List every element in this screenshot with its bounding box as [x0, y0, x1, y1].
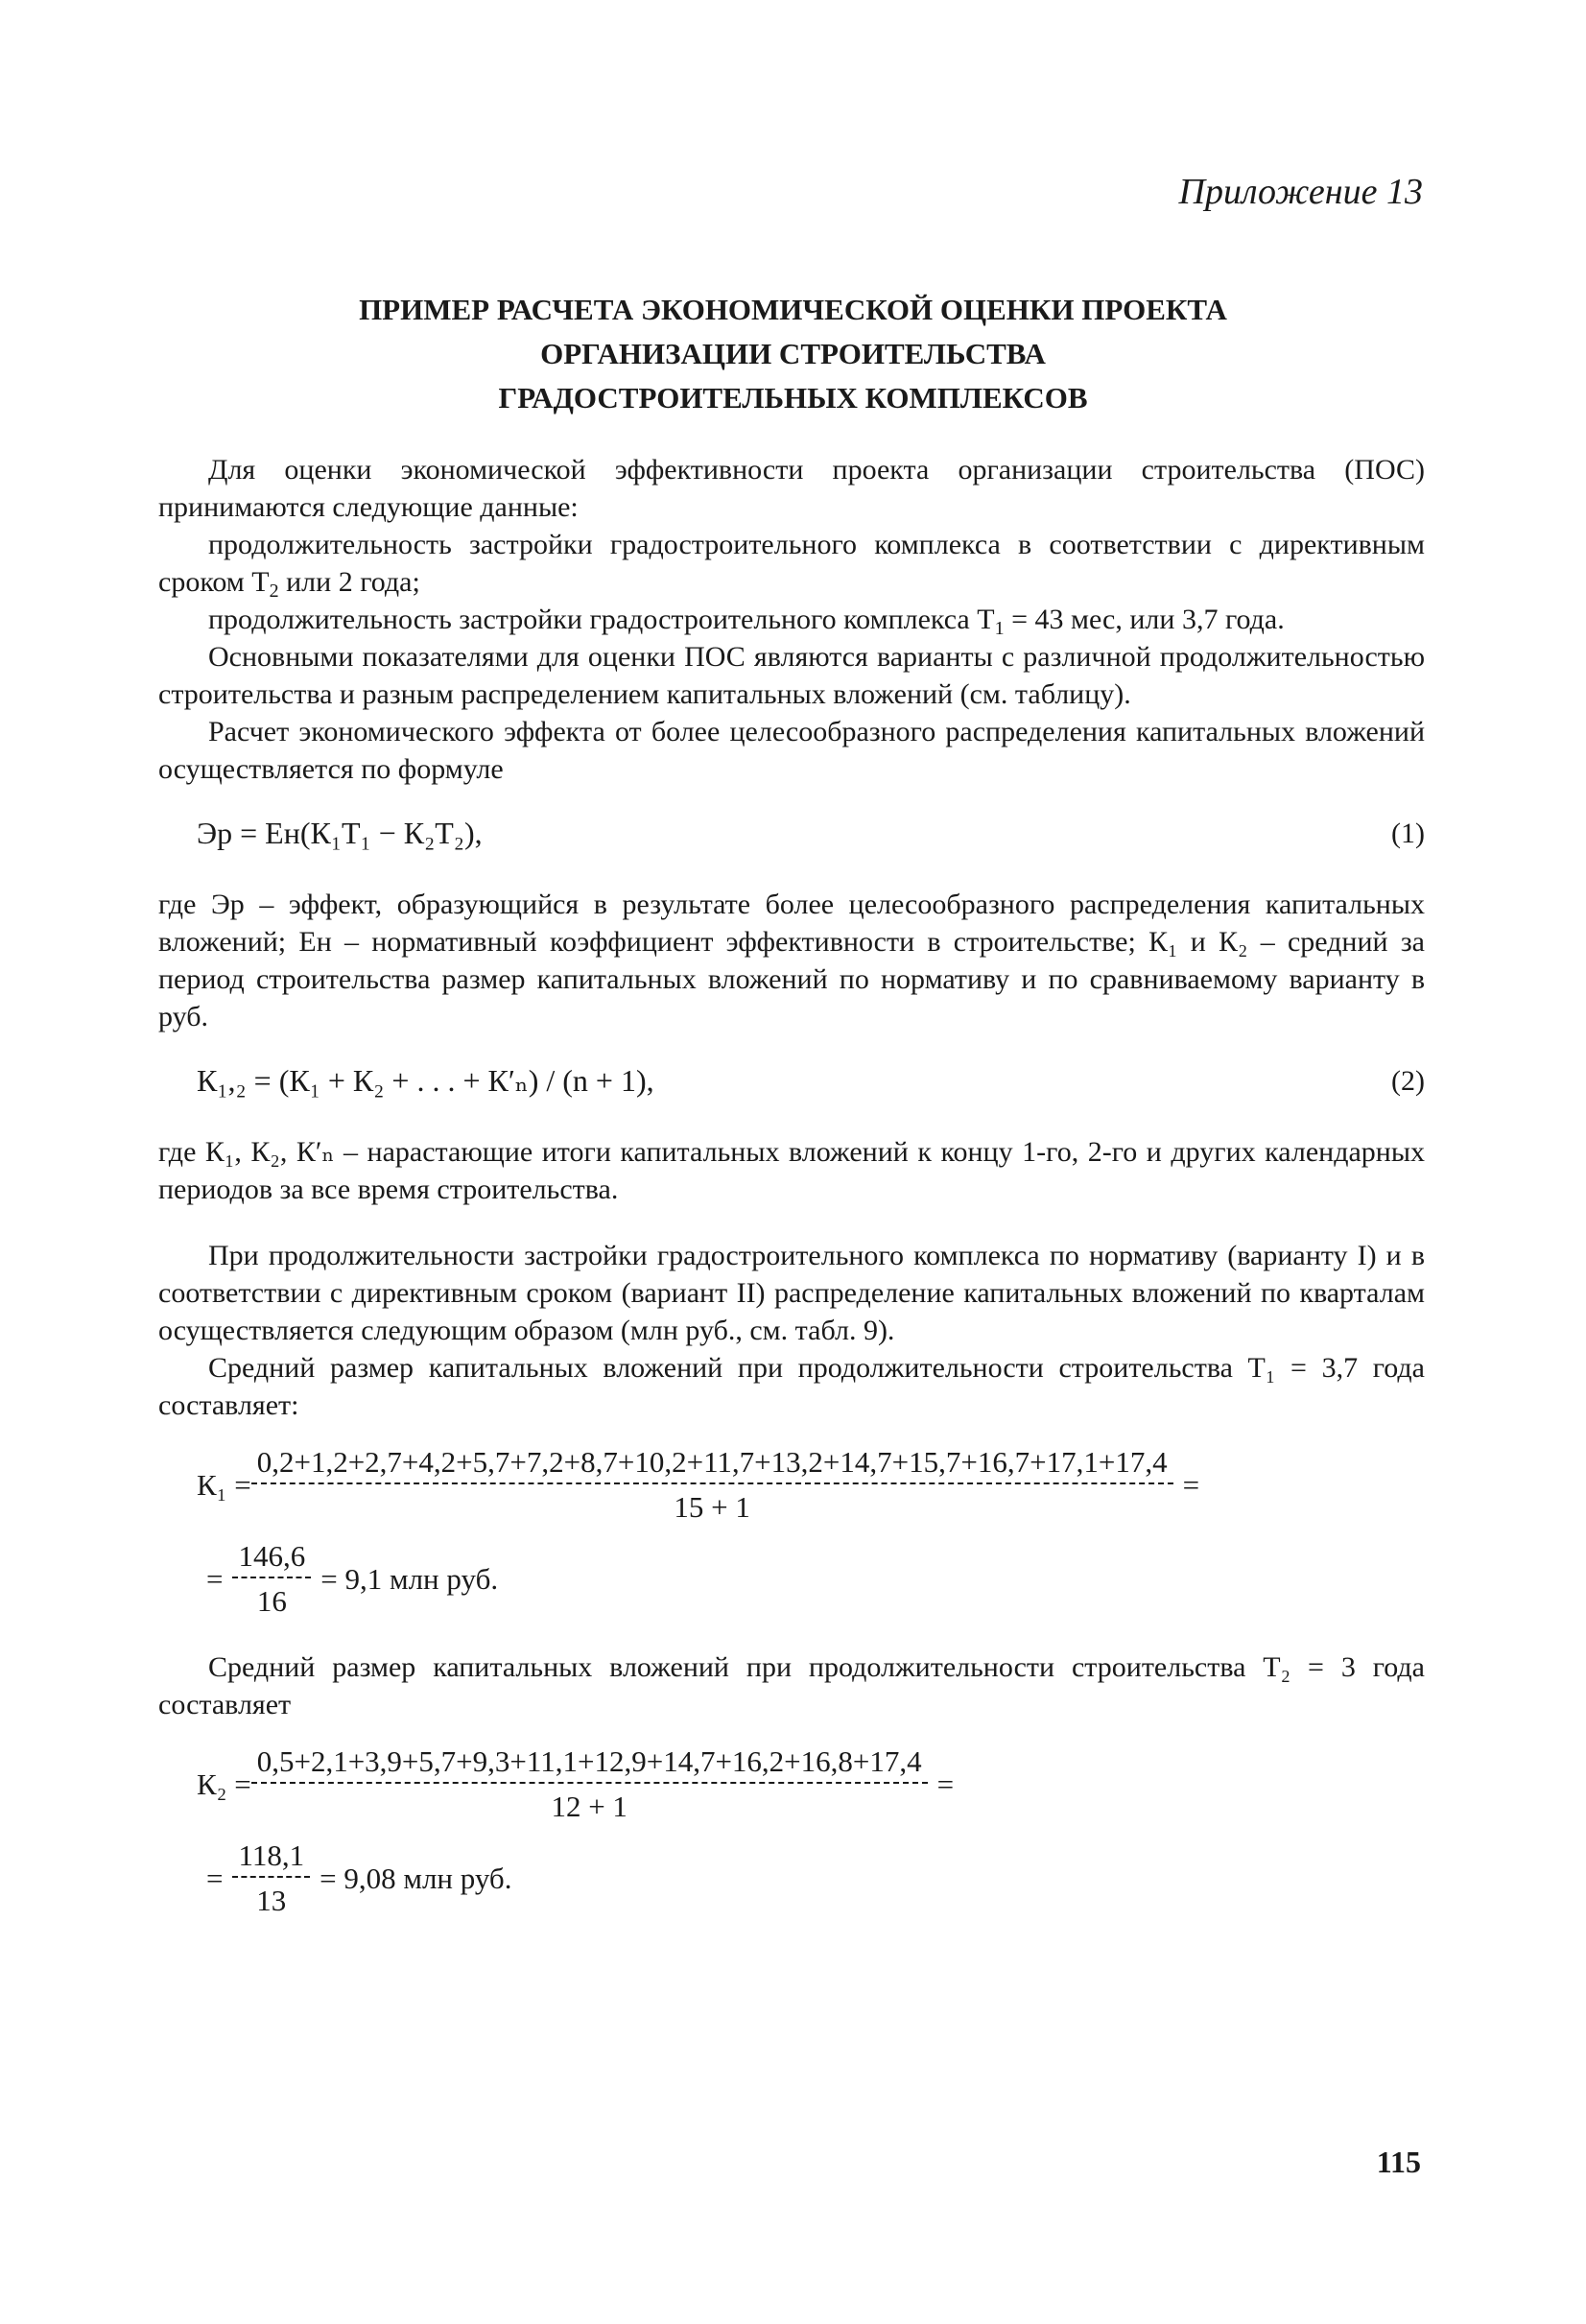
appendix-label: Приложение 13: [1178, 172, 1423, 212]
k2-result-value: = 9,08 млн руб.: [320, 1861, 512, 1895]
paragraph-intro: Для оценки экономической эффективности проекта организации строительства (ПОС) принимаются следующие данные:: [158, 454, 1425, 523]
text-fragment: продолжительность застройки градостроительного комплекса в соответствии с директивным сроком Т: [158, 529, 1425, 598]
k1-result-row: [197, 1537, 1425, 1620]
k2-result-numerator: 118,1: [232, 1837, 310, 1878]
paragraph-k2-intro: Средний размер капитальных вложений при продолжительности строительства Т₂ = 3 года составляет: [158, 1651, 1425, 1720]
formula-1-expression: Эр = Ен(К₁Т₁ − К₂Т₂),: [197, 816, 483, 850]
equals-sign: =: [206, 1861, 224, 1895]
title-line-2: ОРГАНИЗАЦИИ СТРОИТЕЛЬСТВА: [540, 337, 1046, 370]
k2-numerator: 0,5+2,1+3,9+5,7+9,3+11,1+12,9+14,7+16,2+16,8+17,4: [251, 1743, 928, 1784]
paragraph-indicators: Основными показателями для оценки ПОС являются варианты с различной продолжительностью строительства и разным распределением капитальных вложений (см. таблицу).: [158, 641, 1425, 710]
paragraph-formula-1-legend: где Эр – эффект, образующийся в результате более целесообразного распределения капитальных вложений; Ен – нормативный коэффициент эффективности в строительстве; К₁ и К₂ – средний за период строительства размер капитальных вложений по нормативу и по сравниваемому варианту в руб.: [158, 889, 1425, 1032]
title-line-1: ПРИМЕР РАСЧЕТА ЭКОНОМИЧЕСКОЙ ОЦЕНКИ ПРОЕКТА: [359, 293, 1227, 326]
k1-result-numerator: 146,6: [232, 1537, 311, 1578]
text-fragment: продолжительность застройки градостроительного комплекса Т: [208, 604, 995, 635]
k2-result-fraction: [232, 1837, 310, 1919]
text-fragment: = 43 мес, или 3,7 года.: [1004, 604, 1285, 635]
k2-fraction-row: [197, 1743, 1425, 1825]
k2-result-row: [197, 1837, 1425, 1919]
k1-label: К₁ =: [197, 1467, 251, 1502]
formula-2: [197, 1062, 1425, 1104]
formula-1-number: (1): [1391, 818, 1425, 849]
title-line-3: ГРАДОСТРОИТЕЛЬНЫХ КОМПЛЕКСОВ: [498, 381, 1088, 415]
paragraph-k1-intro: Средний размер капитальных вложений при продолжительности строительства Т₁ = 3,7 года составляет:: [158, 1352, 1425, 1421]
k2-fraction: [251, 1743, 928, 1825]
equals-sign: =: [1182, 1467, 1200, 1502]
k2-result-denominator: 13: [256, 1884, 287, 1917]
k1-result-denominator: 16: [256, 1584, 287, 1618]
k2-label: К₂ =: [197, 1767, 251, 1801]
formula-2-expression: К₁,₂ = (К₁ + К₂ + . . . + К′ₙ) / (n + 1),: [197, 1063, 654, 1098]
page-title: [0, 288, 1586, 420]
k2-calculation: [197, 1743, 1425, 1919]
equals-sign: =: [936, 1767, 955, 1801]
k1-result-value: = 9,1 млн руб.: [320, 1561, 499, 1596]
formula-2-number: (2): [1391, 1065, 1425, 1097]
paragraph-directive-term: [158, 526, 1425, 601]
k1-calculation: [197, 1443, 1425, 1620]
subscript: 2: [269, 581, 279, 602]
page-number: 115: [1376, 2145, 1421, 2179]
text-fragment: или 2 года;: [278, 566, 420, 598]
equals-sign: =: [206, 1561, 224, 1596]
k1-numerator: 0,2+1,2+2,7+4,2+5,7+7,2+8,7+10,2+11,7+13,2+14,7+15,7+16,7+17,1+17,4: [251, 1443, 1173, 1484]
k2-denominator: 12 + 1: [551, 1790, 627, 1823]
paragraph-formula-2-legend: где К₁, К₂, К′ₙ – нарастающие итоги капитальных вложений к концу 1-го, 2-го и других календарных периодов за все время строительства.: [158, 1136, 1425, 1205]
paragraph-normative-term: [158, 601, 1425, 638]
k1-denominator: 15 + 1: [674, 1490, 750, 1524]
k1-fraction-row: [197, 1443, 1425, 1526]
k1-result-fraction: [232, 1537, 311, 1620]
paragraph-distribution: При продолжительности застройки градостроительного комплекса по нормативу (варианту I) и в соответствии с директивным сроком (вариант II) распределение капитальных вложений по кварталам осуществляется следующим образом (млн руб., см. табл. 9).: [158, 1240, 1425, 1346]
document-body: [158, 451, 1425, 1919]
k1-fraction: [251, 1443, 1173, 1526]
paragraph-calculation: Расчет экономического эффекта от более целесообразного распределения капитальных вложений осуществляется по формуле: [158, 716, 1425, 785]
subscript: 1: [994, 618, 1005, 639]
formula-1: [197, 815, 1425, 857]
